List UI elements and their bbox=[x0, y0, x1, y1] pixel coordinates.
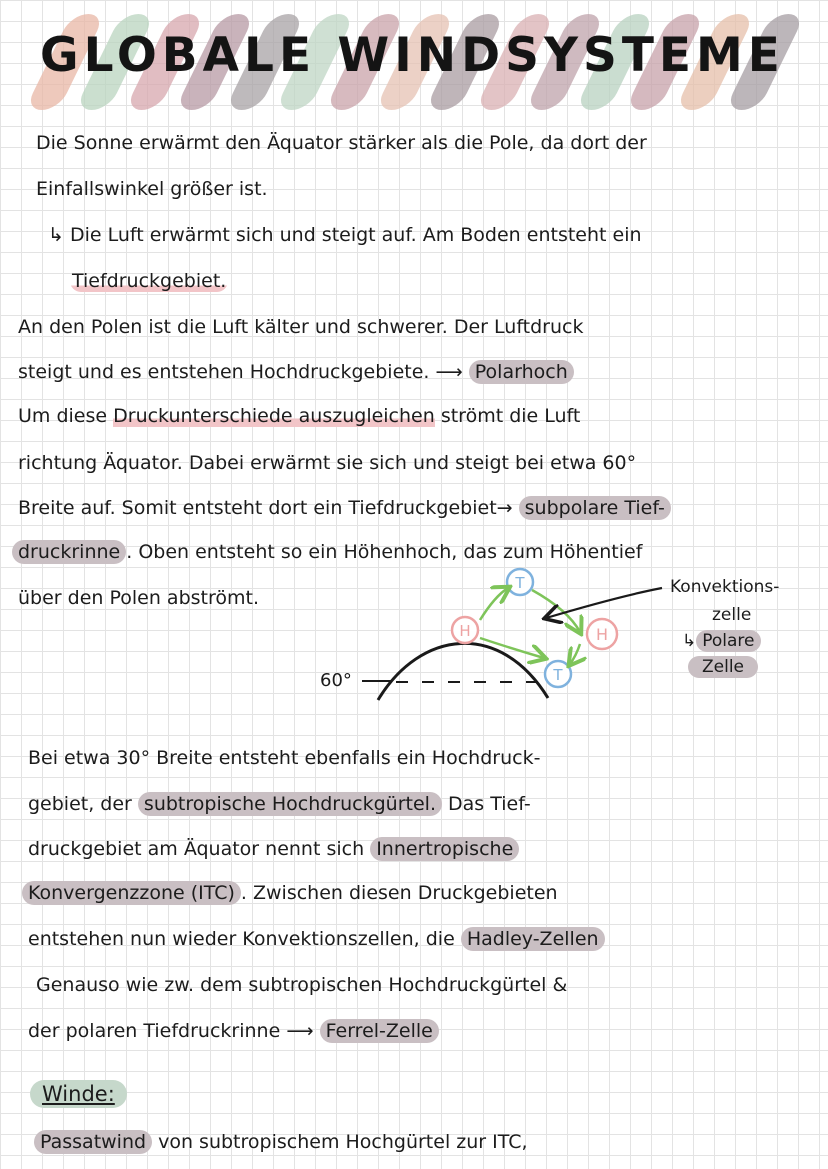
green-arrow-icon bbox=[570, 644, 580, 664]
winds-heading: Winde: bbox=[30, 1080, 127, 1108]
highlight-term: Zelle bbox=[688, 656, 758, 678]
text-line: Einfallswinkel größer ist. bbox=[36, 178, 268, 200]
green-arrow-icon bbox=[480, 588, 508, 620]
text-line: der polaren Tiefdruckrinne ⟶ Ferrel-Zelle bbox=[28, 1020, 439, 1042]
page-title: GLOBALE WINDSYSTEME bbox=[40, 28, 785, 83]
arrow-icon: ↳ bbox=[48, 224, 64, 246]
text-line: gebiet, der subtropische Hochdruckgürtel. Das Tief- bbox=[28, 793, 531, 815]
text-line: über den Polen abströmt. bbox=[18, 587, 259, 609]
highlight-term: Konvergenzzone (ITC) bbox=[22, 881, 241, 905]
text-line: Konvergenzzone (ITC) . Zwischen diesen Druckgebieten bbox=[22, 882, 558, 904]
highlight-term: Polare bbox=[696, 630, 760, 652]
high-pressure-letter: H bbox=[459, 622, 471, 640]
underline-highlight: Druckunterschiede auszugleichen bbox=[113, 405, 435, 427]
text-line: Die Sonne erwärmt den Äquator stärker als die Pole, da dort der bbox=[36, 132, 647, 154]
diagram-label: zelle bbox=[712, 605, 752, 625]
text-line: Um diese Druckunterschiede auszugleichen strömt die Luft bbox=[18, 405, 581, 427]
text-line: richtung Äquator. Dabei erwärmt sie sich und steigt bei etwa 60° bbox=[18, 452, 637, 474]
low-pressure-letter: T bbox=[515, 574, 525, 592]
text-line: Bei etwa 30° Breite entsteht ebenfalls ein Hochdruck- bbox=[28, 747, 541, 769]
highlight-term: Polarhoch bbox=[469, 360, 574, 384]
text-line: steigt und es entstehen Hochdruckgebiete. ⟶ Polarhoch bbox=[18, 361, 574, 383]
text-line: ↳ Die Luft erwärmt sich und steigt auf. Am Boden entsteht ein bbox=[48, 224, 642, 246]
text-line: An den Polen ist die Luft kälter und schwerer. Der Luftdruck bbox=[18, 316, 584, 338]
text-line: entstehen nun wieder Konvektionszellen, die Hadley-Zellen bbox=[28, 928, 605, 950]
diagram-label bbox=[682, 631, 761, 651]
text-line: Passatwind von subtropischem Hochgürtel zur ITC, bbox=[34, 1131, 528, 1153]
arrow-icon: ⟶ bbox=[435, 361, 463, 383]
arrow-icon: ↳ bbox=[682, 631, 697, 651]
pointer-arrow-icon bbox=[546, 588, 662, 618]
underline-highlight: Tiefdruckgebiet. bbox=[72, 270, 227, 292]
highlight-term: Innertropische bbox=[370, 837, 519, 861]
latitude-label: 60° bbox=[320, 670, 352, 691]
text-line: Breite auf. Somit entsteht dort ein Tiefdruckgebiet→ subpolare Tief- bbox=[18, 497, 671, 519]
highlight-term: subpolare Tief- bbox=[519, 496, 671, 520]
high-pressure-letter: H bbox=[595, 625, 609, 644]
highlight-term: druckrinne bbox=[12, 540, 126, 564]
text-line bbox=[70, 270, 228, 292]
diagram-label: Konvektions- bbox=[670, 577, 780, 597]
text-line: druckgebiet am Äquator nennt sich Innertropische bbox=[28, 838, 519, 860]
arrow-icon: ⟶ bbox=[286, 1020, 314, 1042]
highlight-term: subtropische Hochdruckgürtel. bbox=[138, 792, 442, 816]
text-line: Genauso wie zw. dem subtropischen Hochdruckgürtel & bbox=[36, 974, 568, 996]
text-line: druckrinne . Oben entsteht so ein Höhenhoch, das zum Höhentief bbox=[12, 541, 642, 563]
section-heading bbox=[30, 1082, 127, 1106]
arrow-icon: → bbox=[496, 497, 513, 519]
highlight-term: Ferrel-Zelle bbox=[320, 1019, 439, 1043]
highlight-term: Passatwind bbox=[34, 1130, 152, 1154]
diagram-label bbox=[688, 657, 758, 677]
highlight-term: Hadley-Zellen bbox=[461, 927, 605, 951]
low-pressure-letter: T bbox=[553, 666, 563, 684]
